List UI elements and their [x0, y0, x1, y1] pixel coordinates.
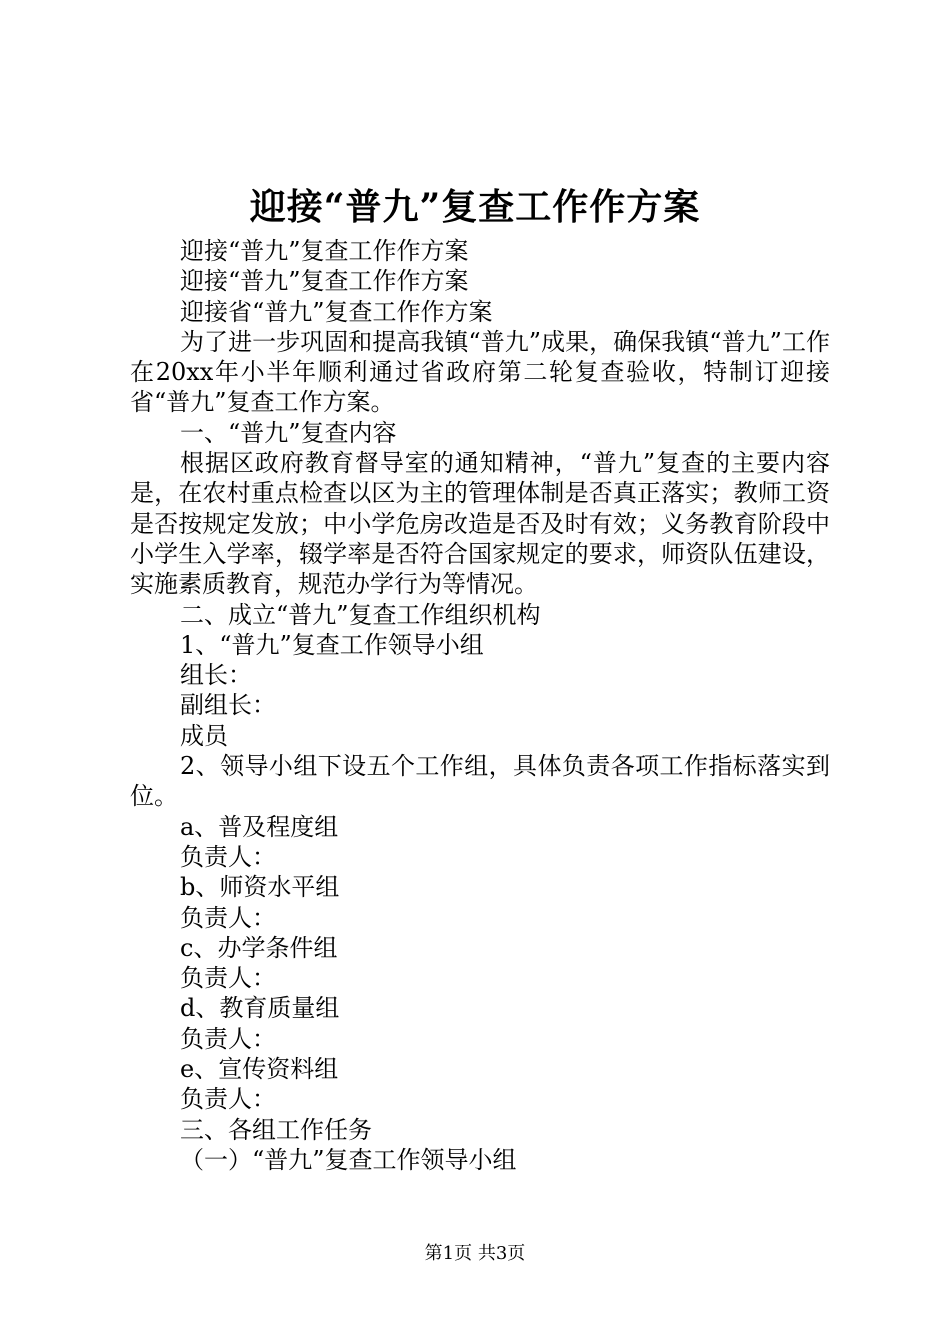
- list-item: 负责人：: [180, 903, 276, 932]
- list-item: 组长：: [180, 661, 252, 690]
- subsection-heading: （一）“普九”复查工作领导小组: [180, 1145, 517, 1174]
- list-item: 负责人：: [180, 1085, 276, 1114]
- paragraph: 迎接省“普九”复查工作作方案: [180, 297, 493, 326]
- subsection-heading: 1、“普九”复查工作领导小组: [180, 630, 484, 659]
- document-body: [130, 236, 830, 1175]
- list-item: a、普及程度组: [180, 812, 339, 841]
- list-item: b、师资水平组: [180, 873, 340, 902]
- list-item: 负责人：: [180, 1024, 276, 1053]
- paragraph: 根据区政府教育督导室的通知精神，“普九”复查的主要内容是，在农村重点检查以区为主的管理体制是否真正落实；教师工资是否按规定发放；中小学危房改造是否及时有效；义务教育阶段中小学生入学率，辍学率是否符合国家规定的要求，师资队伍建设，实施素质教育，规范办学行为等情况。: [130, 449, 830, 599]
- section-heading: 三、各组工作任务: [180, 1115, 372, 1144]
- page-number-footer: 第1页 共3页: [424, 1243, 526, 1264]
- paragraph: 为了进一步巩固和提高我镇“普九”成果，确保我镇“普九”工作在20xx年小半年顺利通过省政府第二轮复查验收，特制订迎接省“普九”复查工作方案。: [130, 327, 830, 417]
- list-item: 负责人：: [180, 842, 276, 871]
- list-item: e、宣传资料组: [180, 1055, 339, 1084]
- document-title: 迎接“普九”复查工作作方案: [249, 186, 701, 228]
- paragraph: 迎接“普九”复查工作作方案: [180, 237, 469, 265]
- list-item: 副组长：: [180, 691, 276, 720]
- list-item: 成员: [180, 721, 228, 750]
- section-heading: 二、成立“普九”复查工作组织机构: [180, 600, 541, 629]
- list-item: d、教育质量组: [180, 994, 340, 1023]
- section-heading: 一、“普九”复查内容: [180, 418, 397, 447]
- list-item: 负责人：: [180, 964, 276, 993]
- list-item: c、办学条件组: [180, 933, 338, 962]
- paragraph: 迎接“普九”复查工作作方案: [180, 267, 469, 296]
- subsection-heading: 2、领导小组下设五个工作组，具体负责各项工作指标落实到位。: [130, 752, 830, 811]
